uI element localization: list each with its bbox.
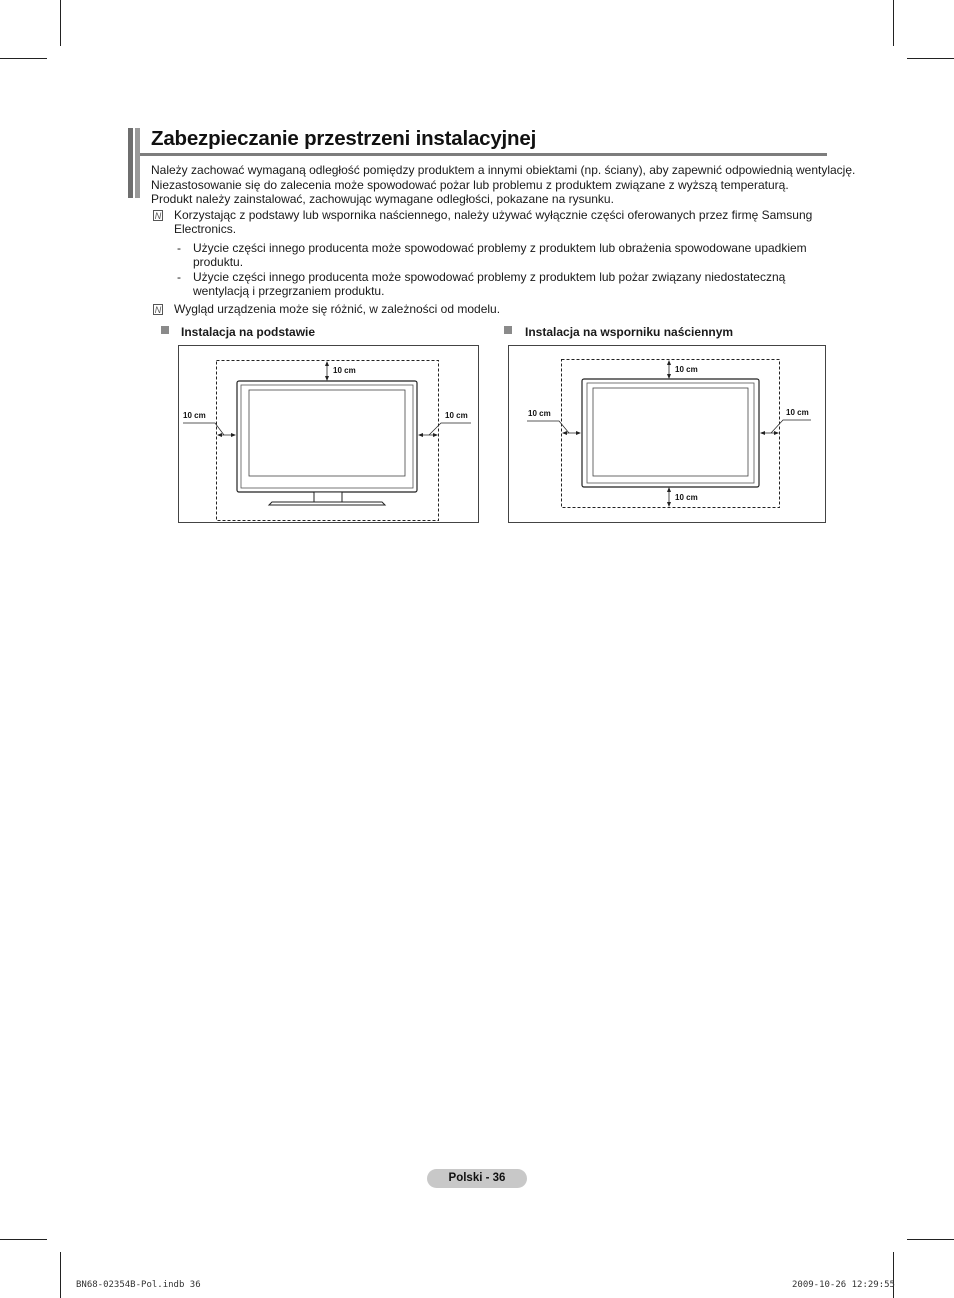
leader-line bbox=[429, 423, 471, 435]
dimension-label-bottom: 10 cm bbox=[675, 493, 698, 502]
arrow-head bbox=[325, 376, 329, 381]
leader-line bbox=[183, 423, 224, 435]
arrow-head bbox=[576, 431, 581, 435]
dimension-label-top: 10 cm bbox=[675, 365, 698, 374]
tv-stand-base bbox=[269, 502, 385, 505]
tv-stand-neck bbox=[314, 492, 342, 502]
dimension-label-top: 10 cm bbox=[333, 366, 356, 375]
dimension-label-left: 10 cm bbox=[528, 409, 551, 418]
square-bullet-icon bbox=[161, 326, 169, 334]
page-number-badge: Polski - 36 bbox=[427, 1169, 527, 1188]
print-file-info: BN68-02354B-Pol.indb 36 bbox=[76, 1280, 201, 1290]
crop-mark bbox=[60, 1252, 61, 1298]
arrow-head bbox=[433, 433, 438, 437]
intro-paragraph: Należy zachować wymaganą odległość pomiędzy produktem a innymi obiektami (np. ściany), aby zapewnić odpowiednią wentylację. bbox=[151, 163, 856, 177]
tv-frame bbox=[237, 381, 417, 492]
wall-diagram-title: Instalacja na wsporniku naściennym bbox=[525, 325, 734, 339]
stand-diagram bbox=[178, 345, 479, 523]
arrow-head bbox=[667, 502, 671, 507]
note-icon: N bbox=[154, 305, 162, 315]
leader-line bbox=[527, 421, 569, 433]
stand-diagram-illustration bbox=[179, 346, 478, 522]
note-text: Korzystając z podstawy lub wspornika naściennego, należy używać wyłącznie części oferowanych przez firmę Samsung Electronics. bbox=[174, 208, 813, 236]
note-text: Wygląd urządzenia może się różnić, w zależności od modelu. bbox=[174, 302, 501, 316]
crop-mark bbox=[907, 58, 954, 59]
arrow-head bbox=[667, 360, 671, 365]
heading-accent-bar bbox=[128, 128, 133, 198]
arrow-head bbox=[667, 487, 671, 492]
crop-mark bbox=[893, 1252, 894, 1298]
dimension-label-left: 10 cm bbox=[183, 411, 206, 420]
arrow-head bbox=[217, 433, 222, 437]
list-bullet: - bbox=[177, 270, 181, 284]
crop-mark bbox=[0, 58, 47, 59]
arrow-head bbox=[760, 431, 765, 435]
arrow-head bbox=[231, 433, 236, 437]
arrow-head bbox=[562, 431, 567, 435]
heading-accent-bar bbox=[135, 128, 140, 198]
leader-line bbox=[771, 420, 811, 433]
list-item: Użycie części innego producenta może spowodować problemy z produktem lub obrażenia spowodowane upadkiem produktu. bbox=[193, 241, 807, 269]
arrow-head bbox=[774, 431, 779, 435]
list-item: Użycie części innego producenta może spowodować problemy z produktem lub pożar związany niedostateczną wentylacją i przegrzaniem produktu. bbox=[193, 270, 786, 298]
stand-diagram-title: Instalacja na podstawie bbox=[181, 325, 316, 339]
note-icon: N bbox=[154, 211, 162, 221]
intro-paragraph: Produkt należy zainstalować, zachowując wymagane odległości, pokazane na rysunku. bbox=[151, 192, 614, 206]
arrow-head bbox=[325, 361, 329, 366]
page-title: Zabezpieczanie przestrzeni instalacyjnej bbox=[151, 127, 537, 150]
heading-rule bbox=[140, 153, 827, 156]
tv-frame bbox=[582, 379, 759, 487]
crop-mark bbox=[893, 0, 894, 46]
dimension-label-right: 10 cm bbox=[445, 411, 468, 420]
intro-paragraph: Niezastosowanie się do zalecenia może spowodować pożar lub problemu z produktem związane z wyższą temperaturą. bbox=[151, 178, 789, 192]
list-bullet: - bbox=[177, 241, 181, 255]
square-bullet-icon bbox=[504, 326, 512, 334]
print-timestamp: 2009-10-26 12:29:55 bbox=[792, 1280, 895, 1290]
arrow-head bbox=[418, 433, 423, 437]
crop-mark bbox=[907, 1239, 954, 1240]
wall-diagram-illustration bbox=[509, 346, 825, 522]
arrow-head bbox=[667, 374, 671, 379]
wall-diagram bbox=[508, 345, 826, 523]
dimension-label-right: 10 cm bbox=[786, 408, 809, 417]
crop-mark bbox=[0, 1239, 47, 1240]
crop-mark bbox=[60, 0, 61, 46]
